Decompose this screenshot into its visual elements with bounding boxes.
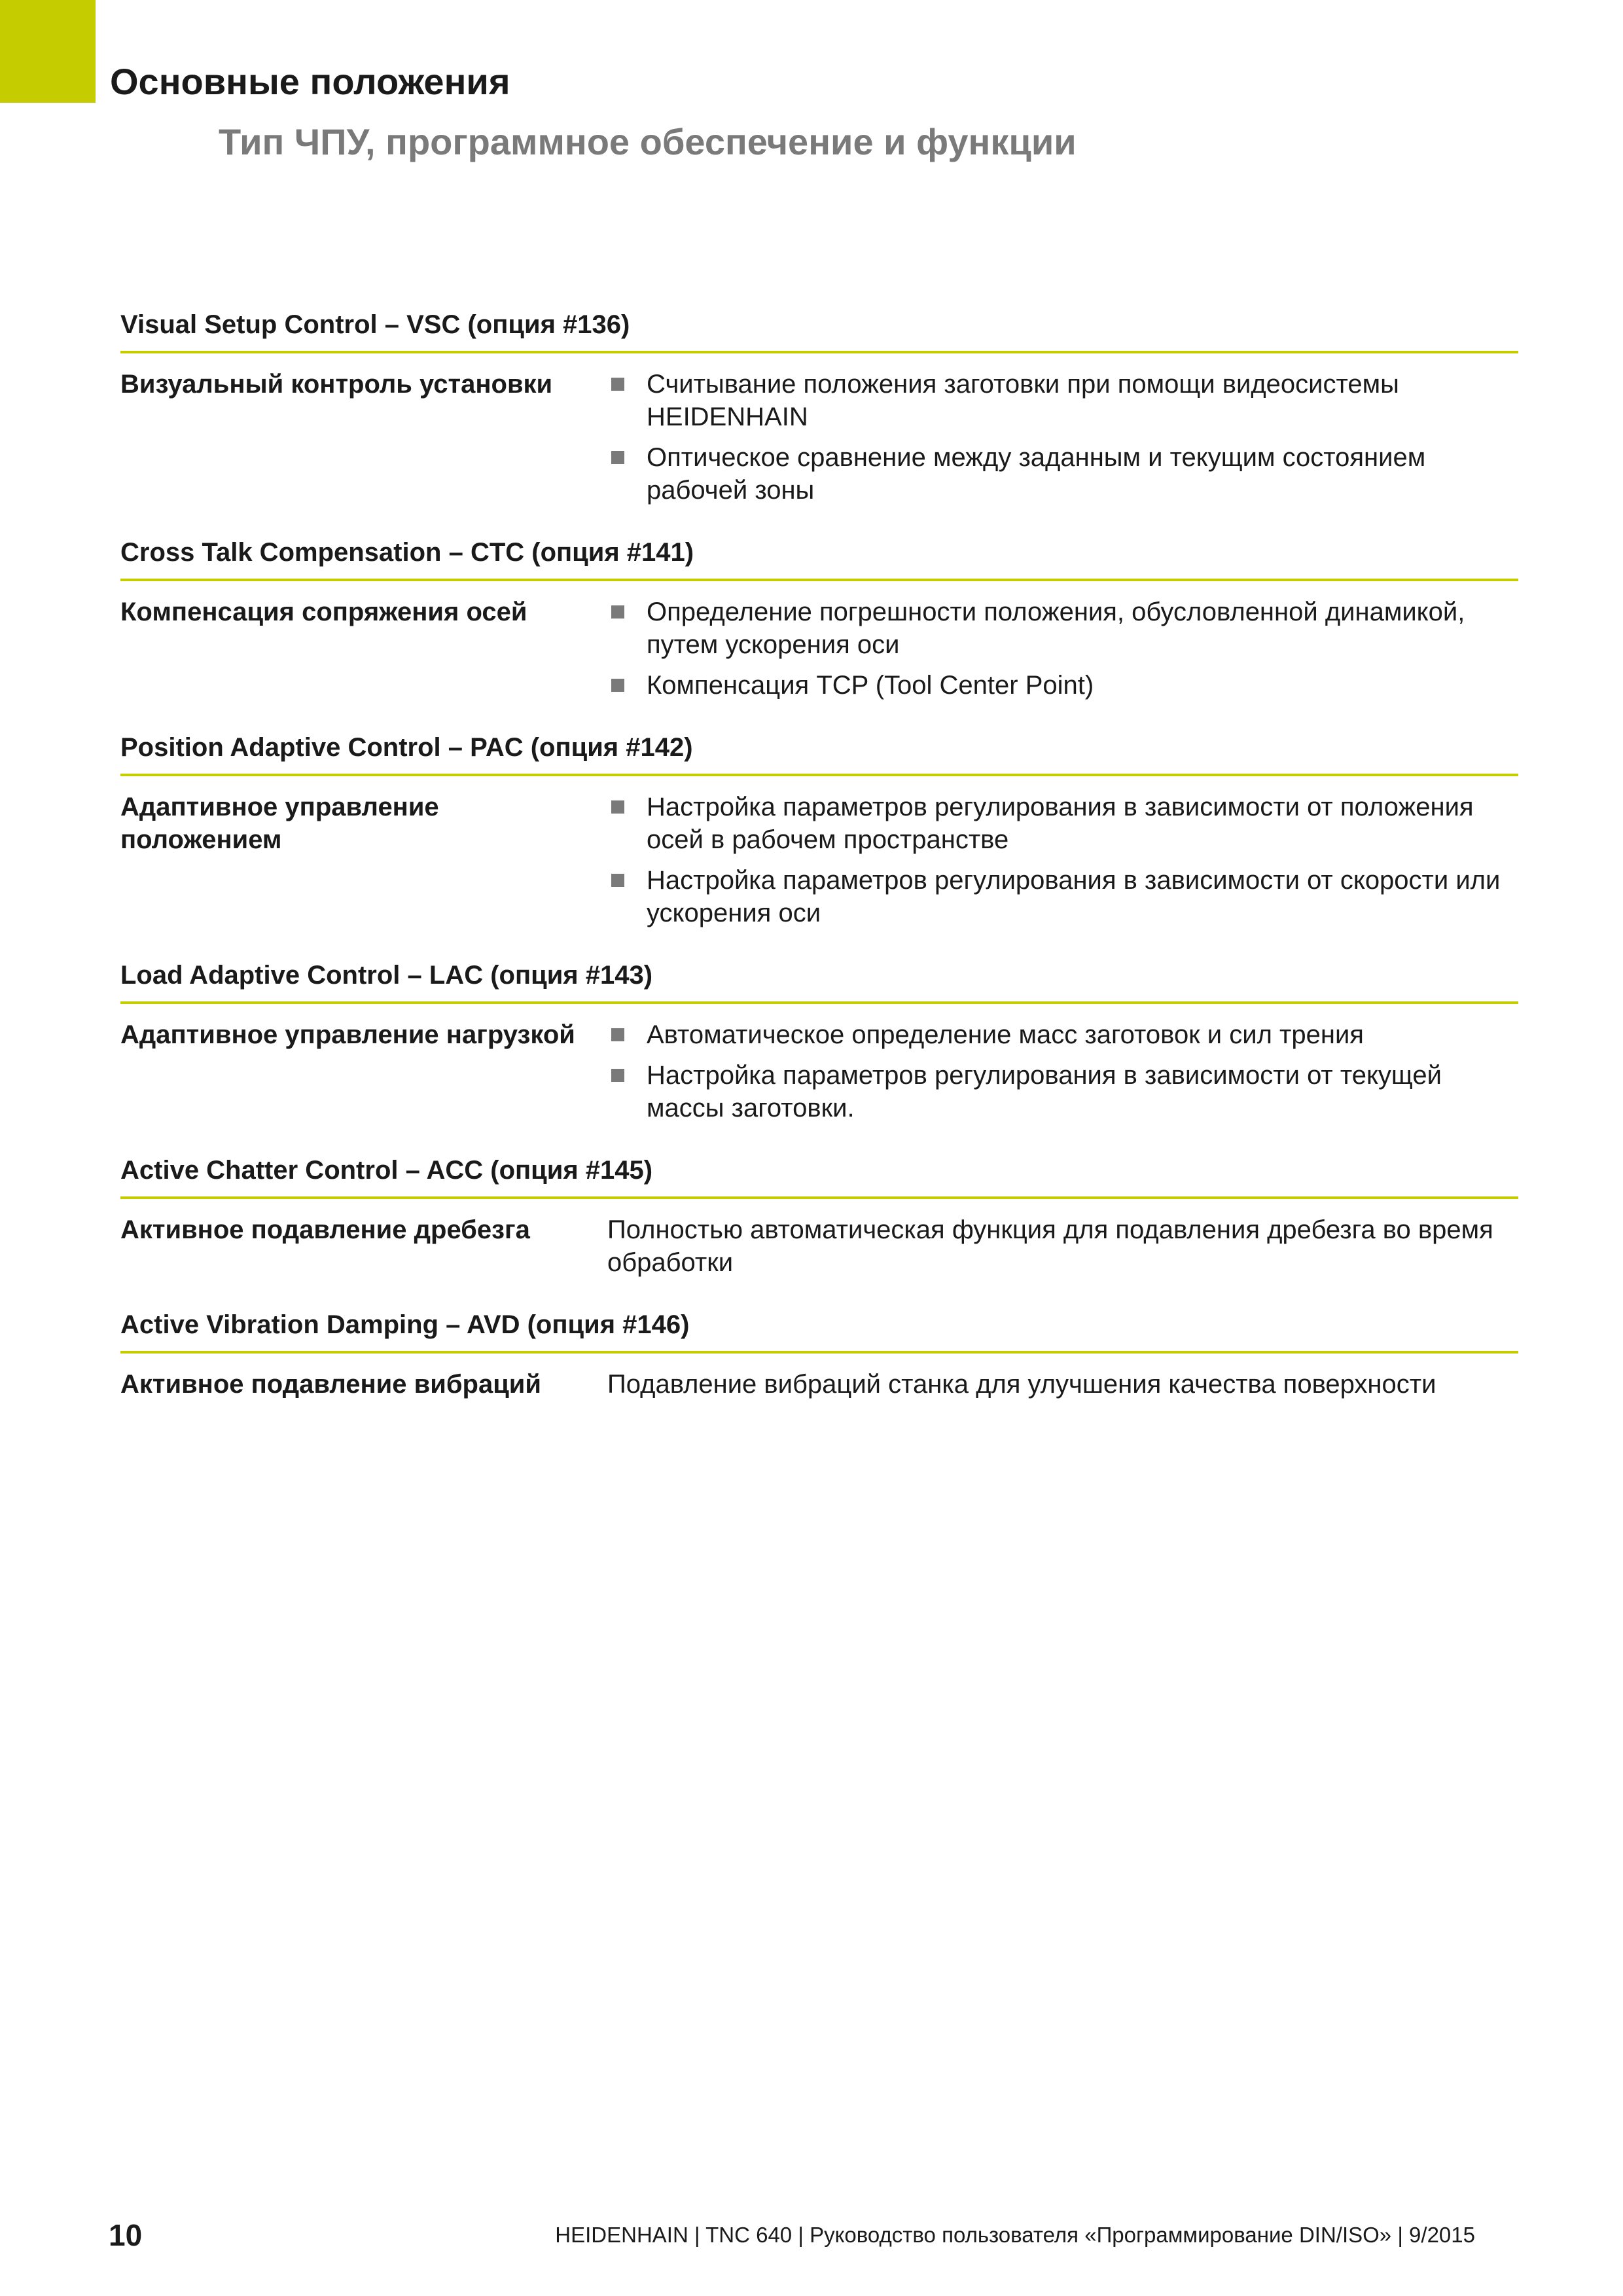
option-title: Position Adaptive Control – PAC (опция #142) [120,730,1518,776]
option-label: Адаптивное управление нагрузкой [120,1020,575,1049]
bullet-list [607,368,1518,507]
option-title: Cross Talk Compensation – CTC (опция #141) [120,535,1518,581]
option-row [120,1199,1518,1279]
page-number: 10 [109,2218,143,2252]
option-description [607,368,1518,507]
list-item-text: Считывание положения заготовки при помощи видеосистемы HEIDENHAIN [647,370,1399,431]
option-label: Адаптивное управление положением [120,793,439,854]
chapter-title: Основные положения [110,61,510,102]
option-label: Активное подавление вибраций [120,1370,541,1399]
option-row [120,353,1518,507]
list-item-text: Настройка параметров регулирования в зависимости от текущей массы заготовки. [647,1061,1442,1122]
list-item-text: Компенсация TCP (Tool Center Point) [647,671,1094,700]
option-title: Load Adaptive Control – LAC (опция #143) [120,958,1518,1004]
option-title: Visual Setup Control – VSC (опция #136) [120,308,1518,353]
option-description: Подавление вибраций станка для улучшения качества поверхности [607,1370,1436,1399]
option-description: Полностью автоматическая функция для подавления дребезга во время обработки [607,1215,1493,1277]
chapter-color-tab [0,0,96,103]
list-item-text: Оптическое сравнение между заданным и текущим состоянием рабочей зоны [647,443,1426,505]
list-item [607,791,1518,856]
list-item-text: Автоматическое определение масс заготовок и сил трения [647,1020,1364,1049]
list-item [607,1018,1518,1051]
option-label: Визуальный контроль установки [120,370,553,399]
square-bullet-icon [611,874,624,887]
option-description [607,1018,1518,1124]
list-item-text: Настройка параметров регулирования в зависимости от положения осей в рабочем пространстве [647,793,1474,854]
bullet-list [607,1018,1518,1124]
option-block-acc [120,1153,1518,1279]
bullet-list [607,791,1518,929]
options-table [120,308,1518,1429]
square-bullet-icon [611,451,624,464]
option-label: Компенсация сопряжения осей [120,598,527,626]
square-bullet-icon [611,800,624,814]
list-item [607,669,1518,702]
option-label: Активное подавление дребезга [120,1215,530,1244]
option-block-avd [120,1308,1518,1401]
option-block-pac [120,730,1518,929]
list-item [607,596,1518,661]
option-row [120,776,1518,929]
option-description [607,791,1518,929]
list-item [607,441,1518,507]
square-bullet-icon [611,1028,624,1041]
square-bullet-icon [611,1069,624,1082]
option-block-vsc [120,308,1518,507]
footer-text: HEIDENHAIN | TNC 640 | Руководство пользователя «Программирование DIN/ISO» | 9/2015 [555,2223,1475,2247]
square-bullet-icon [611,679,624,692]
list-item [607,864,1518,929]
option-description [607,596,1518,702]
section-title: Тип ЧПУ, программное обеспечение и функции [219,121,1077,162]
list-item [607,368,1518,433]
bullet-list [607,596,1518,702]
square-bullet-icon [611,378,624,391]
option-title: Active Vibration Damping – AVD (опция #146) [120,1308,1518,1354]
list-item-text: Настройка параметров регулирования в зависимости от скорости или ускорения оси [647,866,1501,927]
option-block-ctc [120,535,1518,702]
option-row [120,1354,1518,1401]
list-item-text: Определение погрешности положения, обусловленной динамикой, путем ускорения оси [647,598,1465,659]
option-row [120,1004,1518,1124]
option-block-lac [120,958,1518,1124]
option-row [120,581,1518,702]
list-item [607,1059,1518,1124]
square-bullet-icon [611,605,624,619]
option-title: Active Chatter Control – ACC (опция #145) [120,1153,1518,1199]
